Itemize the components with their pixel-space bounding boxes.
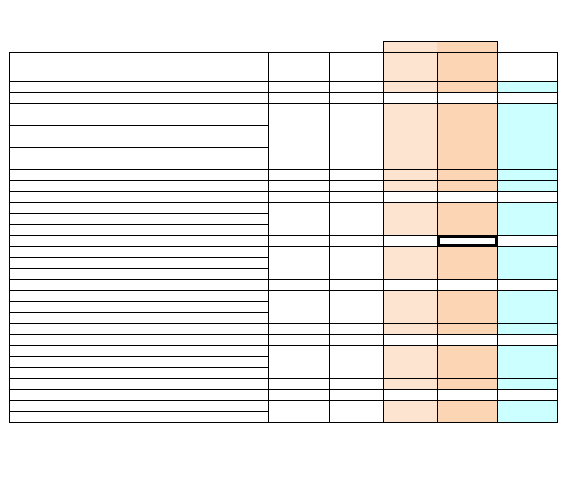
row-pages[interactable]: [329, 158, 383, 169]
sheet-title[interactable]: [4, 1, 404, 13]
row-price-papier[interactable]: [437, 323, 497, 334]
row-price-pdf[interactable]: [383, 158, 437, 169]
row-title[interactable]: [9, 114, 268, 125]
row-reference[interactable]: [497, 411, 557, 422]
section-row-fill: [383, 279, 557, 290]
row-reference[interactable]: [497, 81, 557, 92]
row-periode[interactable]: [268, 246, 329, 257]
selected-cell[interactable]: [438, 236, 497, 246]
grid-line: [9, 125, 268, 126]
grid-line: [268, 52, 269, 81]
grid-line: [329, 81, 330, 423]
row-title[interactable]: [9, 180, 268, 191]
row-reference[interactable]: [497, 312, 557, 323]
grid-line: [437, 52, 438, 81]
row-title[interactable]: [9, 378, 268, 389]
row-title[interactable]: [9, 389, 268, 400]
row-periode[interactable]: [268, 257, 329, 268]
grid-line: [383, 41, 384, 81]
row-reference[interactable]: [497, 224, 557, 235]
row-periode[interactable]: [268, 290, 329, 301]
header-prix-franco[interactable]: [383, 41, 497, 52]
row-pages[interactable]: [329, 378, 383, 389]
sheet-subtitle[interactable]: [11, 14, 311, 25]
row-price-papier[interactable]: [437, 378, 497, 389]
row-periode[interactable]: [268, 411, 329, 422]
row-reference[interactable]: [497, 378, 557, 389]
grid-line: [383, 81, 384, 423]
row-title[interactable]: [9, 169, 268, 180]
row-reference[interactable]: [497, 158, 557, 169]
section-row-fill: [383, 191, 557, 202]
row-periode[interactable]: [268, 301, 329, 312]
row-pages[interactable]: [329, 224, 383, 235]
row-title[interactable]: [9, 334, 268, 345]
row-title[interactable]: [9, 235, 268, 246]
row-title[interactable]: [9, 301, 268, 312]
row-reference[interactable]: [497, 268, 557, 279]
header-nombre[interactable]: [329, 55, 383, 66]
row-pages[interactable]: [329, 312, 383, 323]
row-title[interactable]: [9, 191, 268, 202]
row-title[interactable]: [9, 92, 268, 103]
grid-line: [9, 52, 558, 53]
header-papier[interactable]: [437, 67, 497, 78]
grid-line: [497, 41, 498, 81]
row-periode[interactable]: [268, 180, 329, 191]
row-pages[interactable]: [329, 367, 383, 378]
grid-line: [9, 52, 10, 81]
row-periode[interactable]: [268, 356, 329, 367]
row-price-papier[interactable]: [437, 268, 497, 279]
row-title[interactable]: [9, 158, 268, 169]
row-title[interactable]: [9, 400, 268, 411]
row-price-papier[interactable]: [437, 411, 497, 422]
row-title[interactable]: [9, 81, 268, 92]
row-periode[interactable]: [268, 103, 329, 114]
row-title[interactable]: [9, 367, 268, 378]
row-price-papier[interactable]: [437, 158, 497, 169]
row-reference[interactable]: [497, 180, 557, 191]
grid-line: [9, 81, 10, 423]
grid-line: [9, 422, 558, 423]
row-price-pdf[interactable]: [383, 81, 437, 92]
header-pdf[interactable]: [383, 67, 437, 78]
row-price-papier[interactable]: [437, 180, 497, 191]
row-title[interactable]: [9, 345, 268, 356]
section-row-fill: [383, 334, 557, 345]
row-periode[interactable]: [268, 136, 329, 147]
row-title[interactable]: [9, 268, 268, 279]
row-title[interactable]: [9, 323, 268, 334]
row-pages[interactable]: [329, 323, 383, 334]
row-title[interactable]: [9, 213, 268, 224]
row-title[interactable]: [9, 290, 268, 301]
row-periode[interactable]: [268, 202, 329, 213]
header-version-papier[interactable]: [437, 55, 497, 66]
row-title[interactable]: [9, 257, 268, 268]
header-periode[interactable]: [268, 61, 329, 72]
row-title[interactable]: [9, 411, 268, 422]
row-periode[interactable]: [268, 367, 329, 378]
grid-line: [557, 81, 558, 423]
grid-line: [268, 81, 269, 423]
row-title[interactable]: [9, 279, 268, 290]
row-periode[interactable]: [268, 268, 329, 279]
row-periode[interactable]: [268, 312, 329, 323]
row-pages[interactable]: [329, 169, 383, 180]
section-row-fill: [383, 389, 557, 400]
row-pages[interactable]: [329, 81, 383, 92]
row-price-papier[interactable]: [437, 169, 497, 180]
row-price-pdf[interactable]: [383, 169, 437, 180]
row-periode[interactable]: [268, 114, 329, 125]
row-reference[interactable]: [497, 323, 557, 334]
grid-line: [9, 147, 268, 148]
row-reference[interactable]: [497, 169, 557, 180]
section-row-fill: [383, 92, 557, 103]
row-periode[interactable]: [268, 224, 329, 235]
header-version-pdf[interactable]: [383, 55, 437, 66]
row-periode[interactable]: [268, 125, 329, 136]
row-title[interactable]: [9, 356, 268, 367]
row-price-pdf[interactable]: [383, 180, 437, 191]
header-references[interactable]: [497, 61, 557, 72]
row-periode[interactable]: [268, 158, 329, 169]
row-periode[interactable]: [268, 169, 329, 180]
row-periode[interactable]: [268, 147, 329, 158]
grid-line: [497, 81, 498, 423]
row-periode[interactable]: [268, 81, 329, 92]
grid-line: [437, 81, 438, 423]
row-periode[interactable]: [268, 213, 329, 224]
row-title[interactable]: [9, 312, 268, 323]
row-reference[interactable]: [497, 367, 557, 378]
header-titres[interactable]: [9, 61, 268, 72]
row-price-papier[interactable]: [437, 81, 497, 92]
row-price-papier[interactable]: [437, 224, 497, 235]
row-title[interactable]: [9, 202, 268, 213]
row-title[interactable]: [9, 136, 268, 147]
row-periode[interactable]: [268, 345, 329, 356]
row-price-papier[interactable]: [437, 312, 497, 323]
row-pages[interactable]: [329, 268, 383, 279]
header-de-pages[interactable]: [329, 67, 383, 78]
row-periode[interactable]: [268, 400, 329, 411]
discount-notice[interactable]: [300, 29, 557, 40]
row-pages[interactable]: [329, 180, 383, 191]
grid-line: [383, 41, 498, 42]
row-periode[interactable]: [268, 378, 329, 389]
row-title[interactable]: [9, 246, 268, 257]
grid-line: [329, 52, 330, 81]
row-price-papier[interactable]: [437, 367, 497, 378]
row-title[interactable]: [9, 224, 268, 235]
grid-line: [557, 52, 558, 81]
row-pages[interactable]: [329, 411, 383, 422]
row-periode[interactable]: [268, 323, 329, 334]
